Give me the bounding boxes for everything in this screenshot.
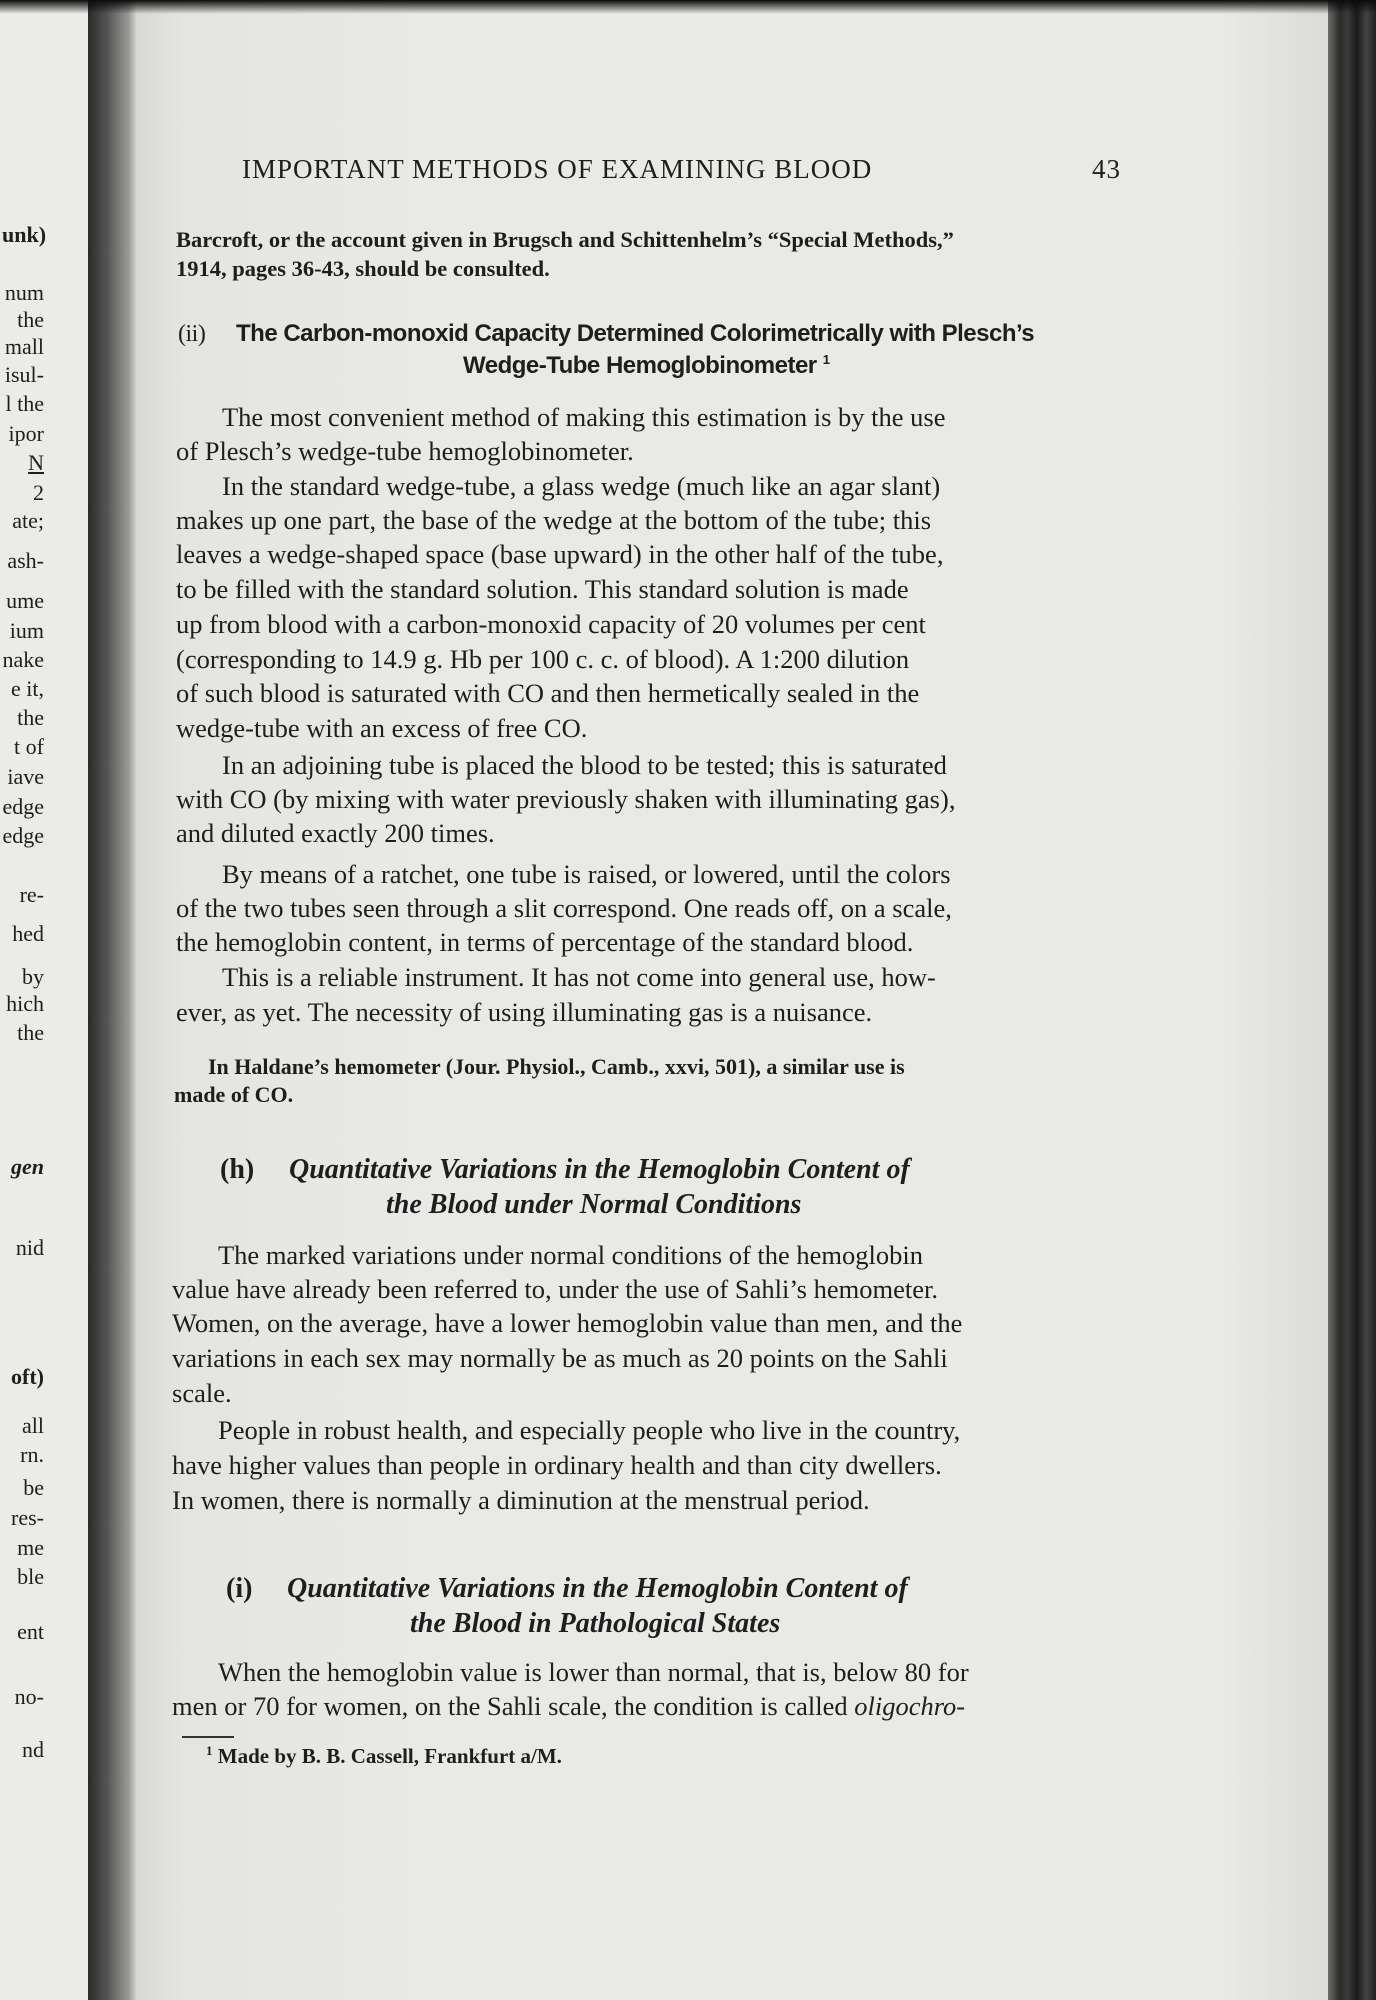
text-line: the hemoglobin content, in terms of percentage of the standard blood. [176, 927, 914, 957]
text-line: with CO (by mixing with water previously shaken with illuminating gas), [176, 784, 956, 814]
left-fragment: the [17, 307, 44, 332]
text-line: of Plesch’s wedge-tube hemoglobinometer. [176, 436, 634, 466]
top-shadow [0, 0, 1376, 14]
left-fragment-fraction-denominator: 2 [33, 480, 44, 505]
left-fragment: edge [2, 823, 44, 848]
text-line: (corresponding to 14.9 g. Hb per 100 c. c. of blood). A 1:200 dilution [176, 644, 910, 674]
text-line: value have already been referred to, under the use of Sahli’s hemometer. [172, 1274, 938, 1304]
left-fragment: rn. [20, 1442, 44, 1467]
section-title: Quantitative Variations in the Hemoglobin Content of [289, 1154, 910, 1185]
text-line: Women, on the average, have a lower hemoglobin value than men, and the [172, 1308, 963, 1338]
left-fragment: re- [19, 882, 44, 907]
text-line: have higher values than people in ordinary health and than city dwellers. [172, 1450, 942, 1480]
left-fragment: t of [14, 734, 44, 759]
left-fragment: be [23, 1475, 44, 1500]
section-label: (h) [220, 1154, 255, 1185]
text-line: scale. [172, 1378, 232, 1408]
text-line: 1914, pages 36-43, should be consulted. [176, 256, 550, 281]
text-line: variations in each sex may normally be as much as 20 points on the Sahli [172, 1343, 948, 1373]
text-line: In the standard wedge-tube, a glass wedge (much like an agar slant) [222, 471, 941, 501]
text-line: wedge-tube with an excess of free CO. [176, 713, 588, 743]
text-line: leaves a wedge-shaped space (base upward) in the other half of the tube, [176, 539, 944, 569]
left-fragment: isul- [4, 362, 44, 387]
left-fragment: the [17, 1020, 44, 1045]
left-fragment: nake [2, 647, 44, 672]
left-fragment: res- [11, 1505, 44, 1530]
section-title: Quantitative Variations in the Hemoglobin Content of [287, 1573, 908, 1604]
left-fragment: by [22, 964, 44, 989]
subsection-title: The Carbon-monoxid Capacity Determined Colorimetrically with Plesch’s [236, 320, 1035, 347]
page-edge [1328, 0, 1376, 2000]
left-fragment: ipor [8, 421, 44, 446]
text-line: In an adjoining tube is placed the blood to be tested; this is saturated [222, 750, 947, 780]
page-number: 43 [1092, 154, 1121, 184]
text-line: In women, there is normally a diminution at the menstrual period. [172, 1485, 870, 1515]
section-title-line2: the Blood in Pathological States [410, 1608, 781, 1639]
left-fragment: ate; [12, 508, 44, 533]
text-line: of such blood is saturated with CO and then hermetically sealed in the [176, 678, 920, 708]
left-fragment: the [17, 705, 44, 730]
left-fragment: hich [6, 991, 44, 1016]
left-fragment: ble [17, 1564, 44, 1589]
text-line: and diluted exactly 200 times. [176, 818, 495, 848]
left-fragment: all [22, 1413, 44, 1438]
text-line: to be filled with the standard solution. This standard solution is made [176, 574, 909, 604]
subsection-label: (ii) [178, 321, 206, 347]
footnote-rule [182, 1736, 234, 1738]
note-line: made of CO. [174, 1082, 294, 1107]
footnote-marker: 1 [206, 1743, 213, 1758]
footnote-ref: 1 [822, 352, 830, 367]
text-line: The most convenient method of making this estimation is by the use [222, 402, 946, 432]
text-line: up from blood with a carbon-monoxid capacity of 20 volumes per cent [176, 609, 926, 639]
text-line: makes up one part, the base of the wedge at the bottom of the tube; this [176, 505, 932, 535]
left-fragment: edge [2, 794, 44, 819]
text-line: men or 70 for women, on the Sahli scale, the condition is called oligochro- [172, 1691, 966, 1721]
left-fragment: mall [4, 334, 44, 359]
left-fragment: num [4, 280, 44, 305]
italic-term: oligochro- [854, 1691, 966, 1721]
text-line: By means of a ratchet, one tube is raised, or lowered, until the colors [222, 859, 951, 889]
running-head: IMPORTANT METHODS OF EXAMINING BLOOD [242, 154, 873, 184]
left-fragment: oft) [11, 1364, 44, 1389]
text-line: When the hemoglobin value is lower than normal, that is, below 80 for [218, 1657, 969, 1687]
left-fragment: nd [22, 1737, 44, 1762]
text-line: This is a reliable instrument. It has not come into general use, how- [222, 962, 936, 992]
text-line: People in robust health, and especially people who live in the country, [218, 1415, 961, 1445]
text-line: ever, as yet. The necessity of using illuminating gas is a nuisance. [176, 997, 873, 1027]
left-fragment: no- [14, 1684, 44, 1709]
text-line: of the two tubes seen through a slit correspond. One reads off, on a scale, [176, 893, 952, 923]
left-fragment: ium [9, 618, 44, 643]
left-fragment: iave [7, 764, 44, 789]
left-fragment: gen [11, 1154, 44, 1179]
subsection-title-line2: Wedge-Tube Hemoglobinometer $^1$ [463, 352, 830, 379]
left-fragment: ume [6, 588, 44, 613]
left-fragment: unk) [2, 222, 47, 247]
left-fragment-fraction-numerator: N [28, 450, 44, 475]
left-fragment: hed [12, 921, 44, 946]
section-title-line2: the Blood under Normal Conditions [386, 1189, 802, 1220]
note-line: In Haldane’s hemometer (Jour. Physiol., Camb., xxvi, 501), a similar use is [208, 1054, 905, 1079]
left-fragment: ent [17, 1619, 44, 1644]
left-fragment: e it, [11, 676, 44, 701]
left-fragment: me [17, 1535, 44, 1560]
text-line: The marked variations under normal conditions of the hemoglobin [218, 1240, 924, 1270]
section-label: (i) [226, 1573, 253, 1604]
footnote: $^1$ Made by B. B. Cassell, Frankfurt a/M. [206, 1743, 562, 1768]
book-gutter [88, 0, 136, 2000]
left-fragment: nid [15, 1235, 44, 1260]
left-fragment: ash- [7, 548, 44, 573]
text-line: Barcroft, or the account given in Brugsch and Schittenhelm’s “Special Methods,” [176, 227, 954, 252]
left-fragment: l the [5, 391, 44, 416]
